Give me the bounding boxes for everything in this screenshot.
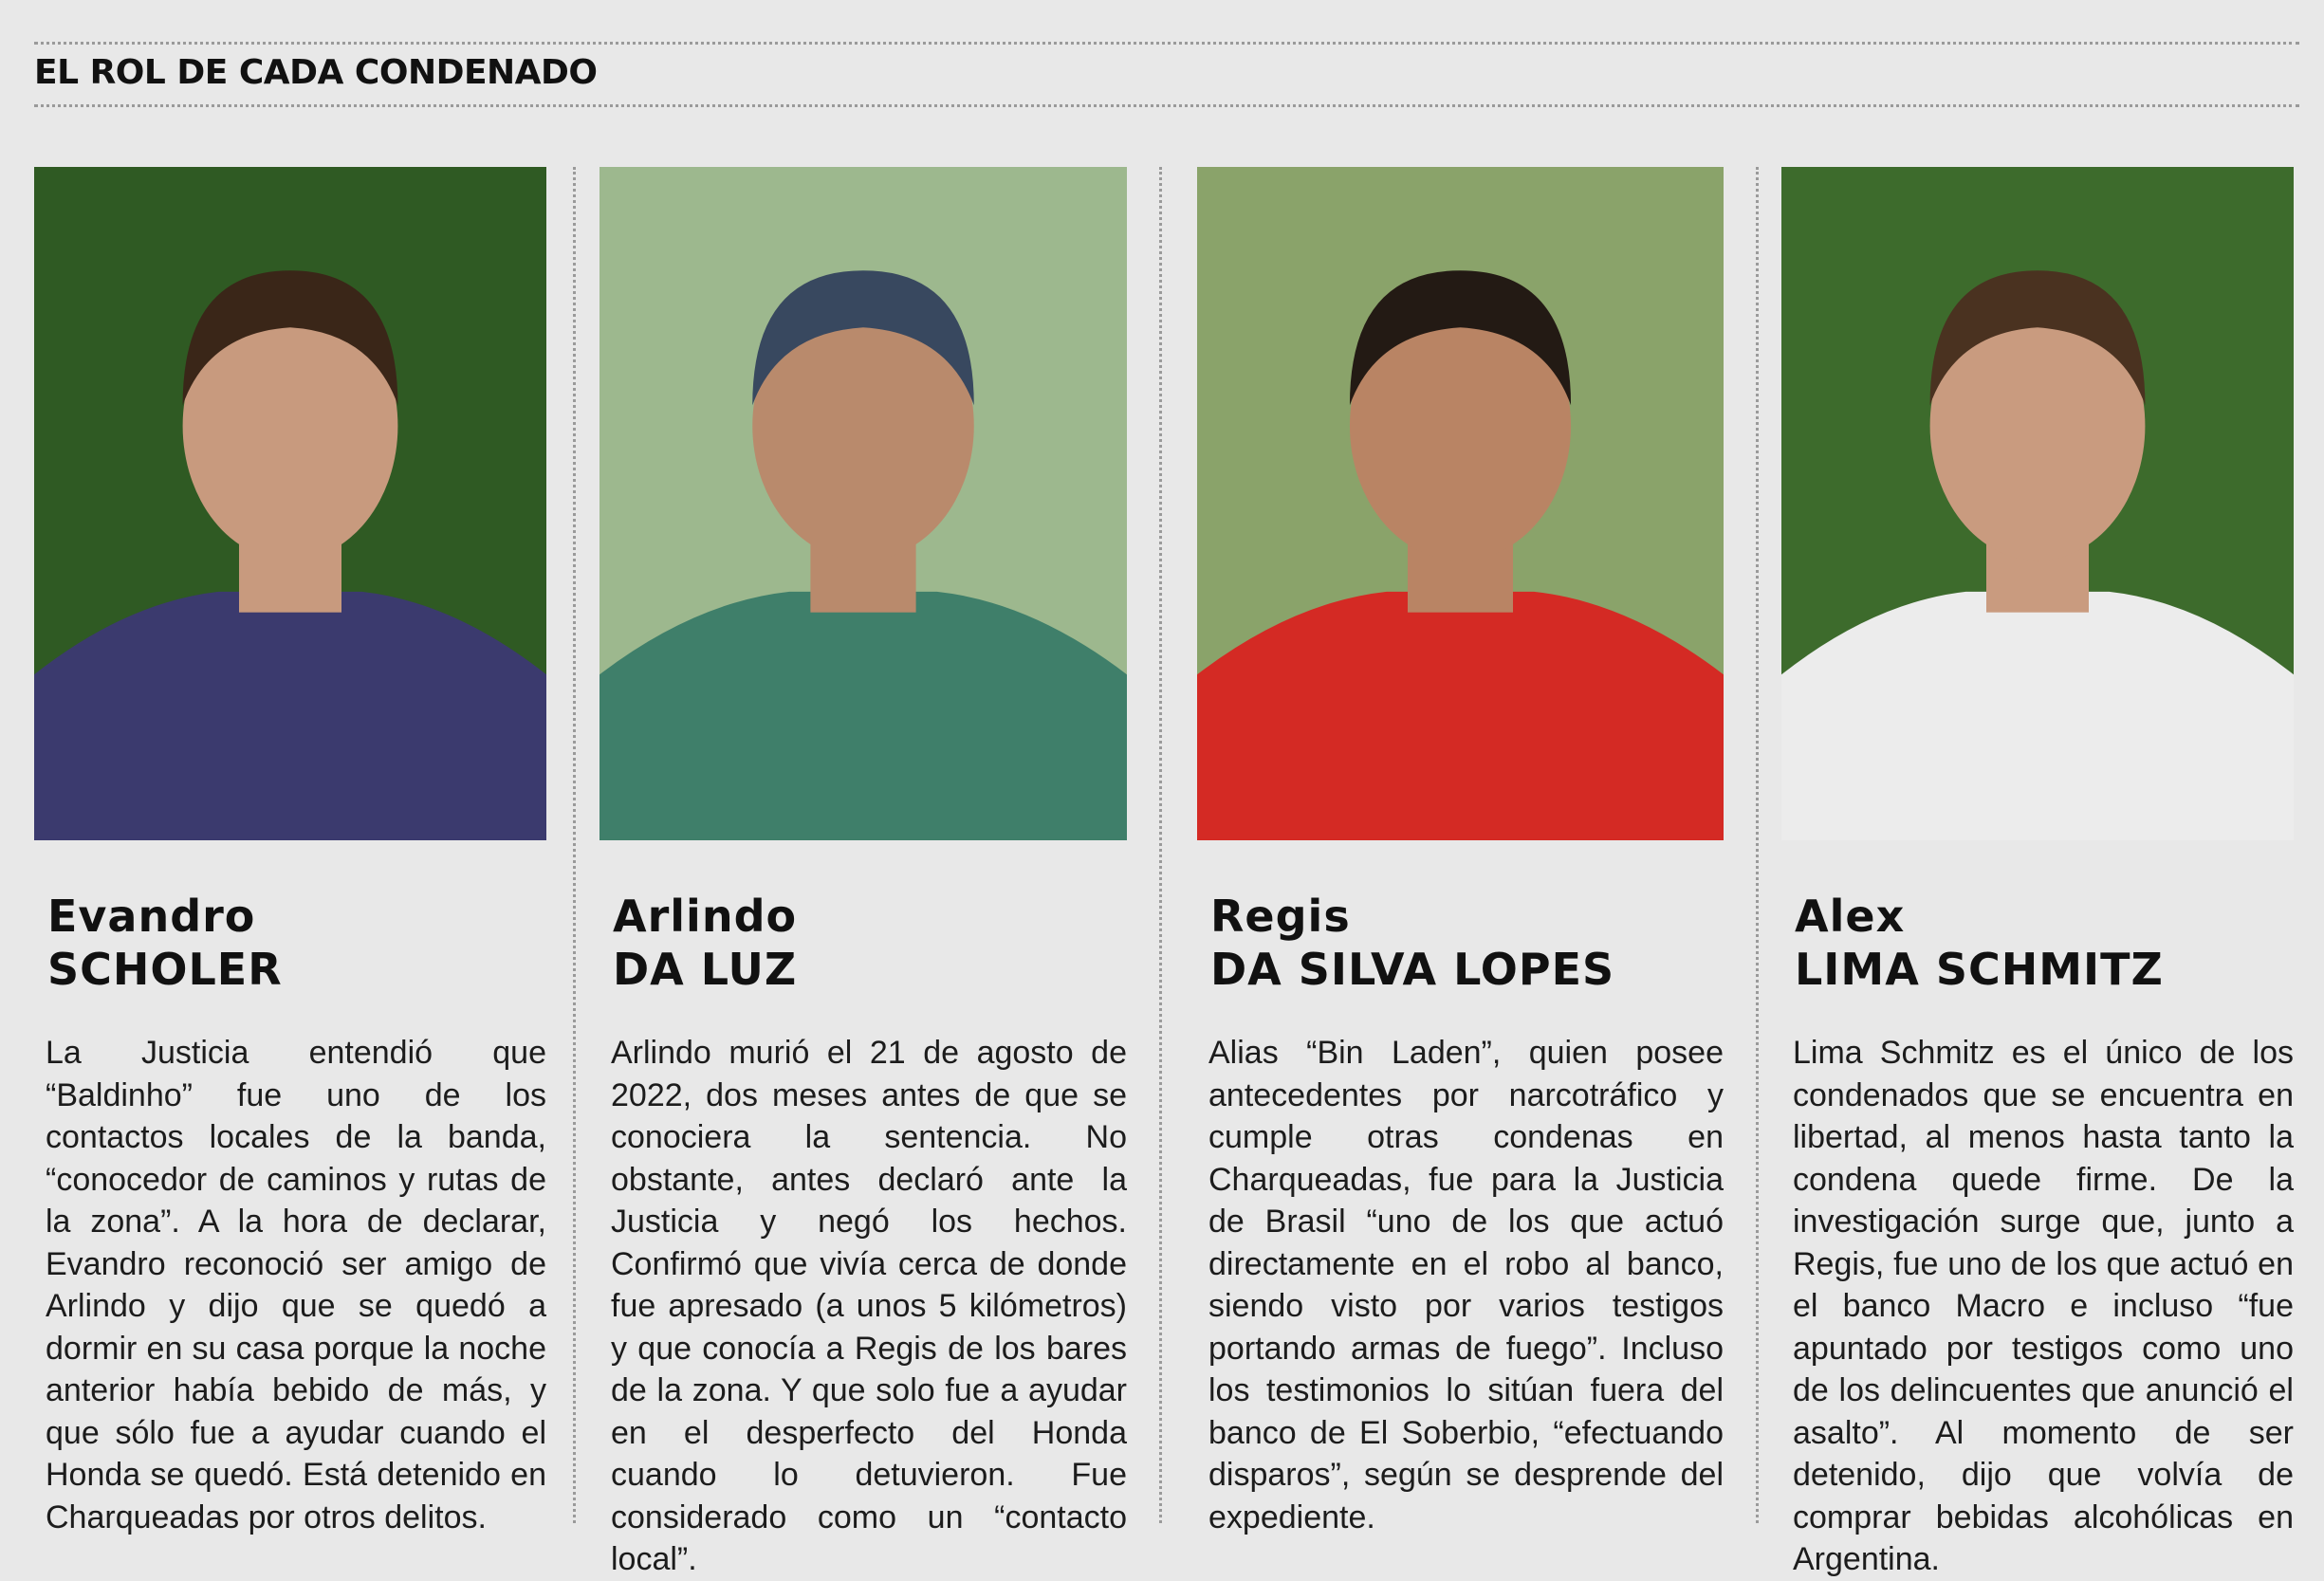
title-divider [34,104,2299,107]
profile-photo [599,167,1127,840]
first-name: Arlindo [613,891,798,942]
portrait-image [34,167,546,840]
profile-bio: Arlindo murió el 21 de agosto de 2022, dos meses antes de que se conociera la sentencia. No obstante, antes declaró ante la Justicia y negó los hechos. Confirmó que vivía cerca de donde fue apresado (a unos 5 kilómetros) y que conocía a Regis de los bares de la zona. Y que solo fue a ayudar en el desperfecto del Honda cuando lo detuvieron. Fue considerado como un “contacto local”. [611,1035,1127,1577]
profile-photo [34,167,546,840]
first-name: Regis [1210,891,1351,942]
portrait-image [1197,167,1724,840]
last-name: SCHOLER [47,944,283,995]
profile-card [34,167,546,1538]
column-divider [1159,167,1162,1523]
first-name: Alex [1795,891,1906,942]
profile-bio: Lima Schmitz es el único de los condenados que se encuentra en libertad, al menos hasta tanto la condena quede firme. De la investigación surge que, junto a Regis, fue uno de los que actuó en el banco Macro e incluso “fue apuntado por testigos como uno de los delincuentes que anunció el asalto”. Al momento de ser detenido, dijo que volvía de comprar bebidas alcohólicas en Argentina. [1793,1035,2294,1577]
portrait-image [1781,167,2294,840]
profile-name [1210,890,1724,996]
profile-name [47,890,546,996]
photo-shirt [1197,592,1724,840]
profile-card [599,167,1127,1581]
first-name: Evandro [47,891,256,942]
column-divider [1756,167,1759,1523]
top-divider [34,42,2299,45]
photo-shirt [599,592,1127,840]
photo-shirt [34,592,546,840]
last-name: LIMA SCHMITZ [1795,944,2164,995]
profile-bio: La Justicia entendió que “Baldinho” fue uno de los contactos locales de la banda, “conocedor de caminos y rutas de la zona”. A la hora de declarar, Evandro reconoció ser amigo de Arlindo y dijo que se quedó a dormir en su casa porque la noche anterior había bebido de más, y que sólo fue a ayudar cuando el Honda se quedó. Está detenido en Charqueadas por otros delitos. [46,1035,546,1535]
profile-card [1197,167,1724,1538]
photo-shirt [1781,592,2294,840]
last-name: DA LUZ [613,944,798,995]
profile-bio: Alias “Bin Laden”, quien posee antecedentes por narcotráfico y cumple otras condenas en Charqueadas, fue para la Justicia de Brasil “uno de los que actuó directamente en el robo al banco, siendo visto por varios testigos portando armas de fuego”. Incluso los testimonios lo sitúan fuera del banco de El Soberbio, “efectuando disparos”, según se desprende del expediente. [1208,1035,1724,1535]
profile-name [1795,890,2294,996]
column-divider [573,167,576,1523]
profile-card [1781,167,2294,1581]
portrait-image [599,167,1127,840]
last-name: DA SILVA LOPES [1210,944,1615,995]
section-title: EL ROL DE CADA CONDENADO [34,53,598,92]
profile-photo [1781,167,2294,840]
profile-photo [1197,167,1724,840]
profile-name [613,890,1127,996]
